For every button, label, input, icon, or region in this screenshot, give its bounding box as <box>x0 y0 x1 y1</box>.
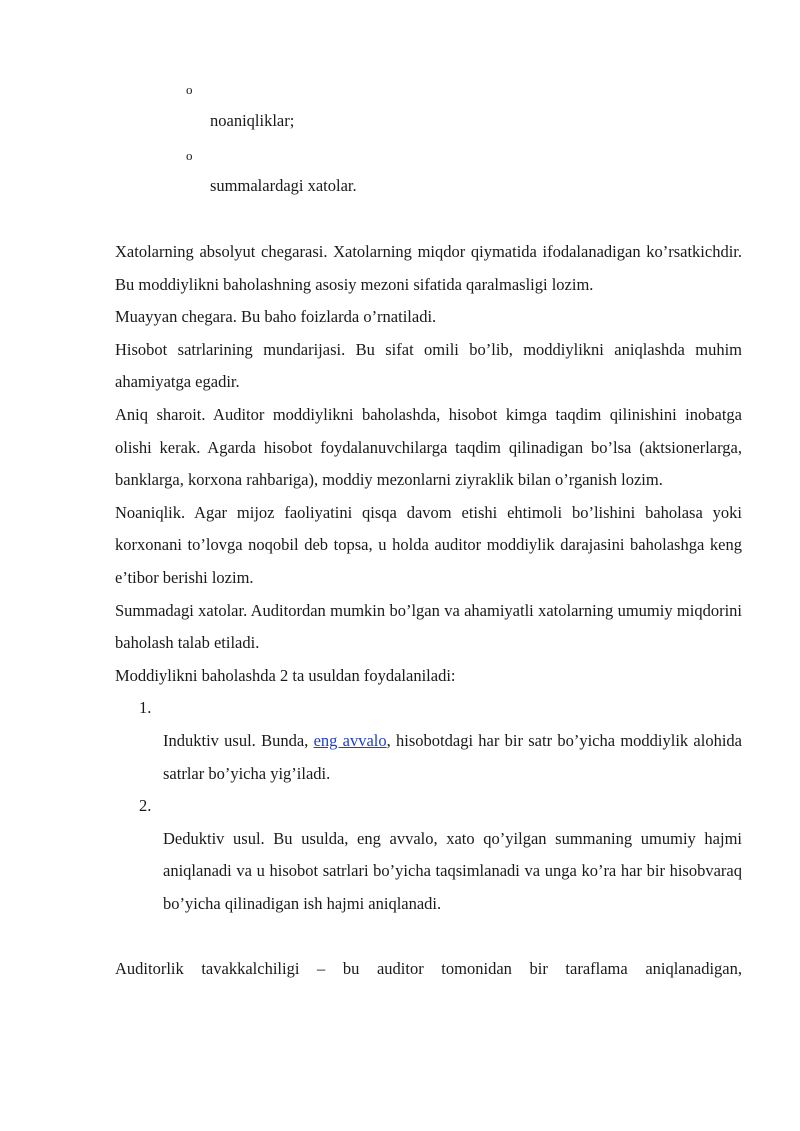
paragraph-audit-risk: Auditorlik tavakkalchiligi – bu auditor tomonidan bir taraflama aniqlanadigan, <box>115 959 742 979</box>
list-number: 2. <box>139 796 152 816</box>
text-before-link: Induktiv usul. Bunda, <box>163 730 314 750</box>
document-body <box>115 236 742 986</box>
paragraph-report-content: Hisobot satrlarining mundarijasi. Bu sifat omili bo’lib, moddiylikni aniqlashda muhim ahamiyatga egadir. <box>115 339 742 392</box>
text-after-link: , hisobotdagi har bir satr bo’yicha moddiylik alohida satrlar bo’yicha yig’iladi. <box>163 730 742 783</box>
list-item-inductive <box>115 692 742 790</box>
list-number: 1. <box>139 698 152 718</box>
bullet-marker: o <box>186 82 193 97</box>
list-item-text: Deduktiv usul. Bu usulda, eng avvalo, xato qo’yilgan summaning umumiy hajmi aniqlanadi va u hisobot satrlari bo’yicha taqsimlanadi va unga ko’ra har bir hisobvaraq bo’yicha qilinadigan ish hajmi aniqlanadi. <box>163 828 742 913</box>
paragraph-absolute-limit: Xatolarning absolyut chegarasi. Xatolarning miqdor qiymatida ifodalanadigan ko’rsatkichdir. Bu moddiylikni baholashning asosiy mezoni sifatida qaralmasligi lozim. <box>115 242 742 294</box>
eng-avvalo-link[interactable]: eng avvalo <box>313 730 387 750</box>
bullet-marker: o <box>186 148 193 163</box>
list-item-deductive <box>115 790 742 920</box>
paragraph-uncertainty: Noaniqlik. Agar mijoz faoliyatini qisqa davom etishi ehtimoli bo’lishini baholasa yoki korxonani to’lovga noqobil deb topsa, u holda auditor moddiylik darajasini baholashga keng e’tibor berishi lozim. <box>115 502 742 587</box>
paragraph-specific-limit: Muayyan chegara. Bu baho foizlarda o’rnatiladi. <box>115 307 437 327</box>
bullet-item-summalardagi: summalardagi xatolar. <box>210 176 357 195</box>
bullet-item-noaniqliklar: noaniqliklar; <box>210 111 295 130</box>
spacer <box>115 920 742 953</box>
list-item-text <box>163 725 742 790</box>
numbered-list <box>115 692 742 920</box>
paragraph-methods-intro: Moddiylikni baholashda 2 ta usuldan foydalaniladi: <box>115 665 456 685</box>
paragraph-specific-condition: Aniq sharoit. Auditor moddiylikni baholashda, hisobot kimga taqdim qilinishini inobatga olishi kerak. Agarda hisobot foydalanuvchilarga taqdim qilinadigan bo’lsa (aktsionerlarga, banklarga, korxona rahbariga), moddiy mezonlarni ziyraklik bilan o’rganish lozim. <box>115 404 742 490</box>
paragraph-sum-errors: Summadagi xatolar. Auditordan mumkin bo’lgan va ahamiyatli xatolarning umumiy miqdorini baholash talab etiladi. <box>115 600 742 653</box>
